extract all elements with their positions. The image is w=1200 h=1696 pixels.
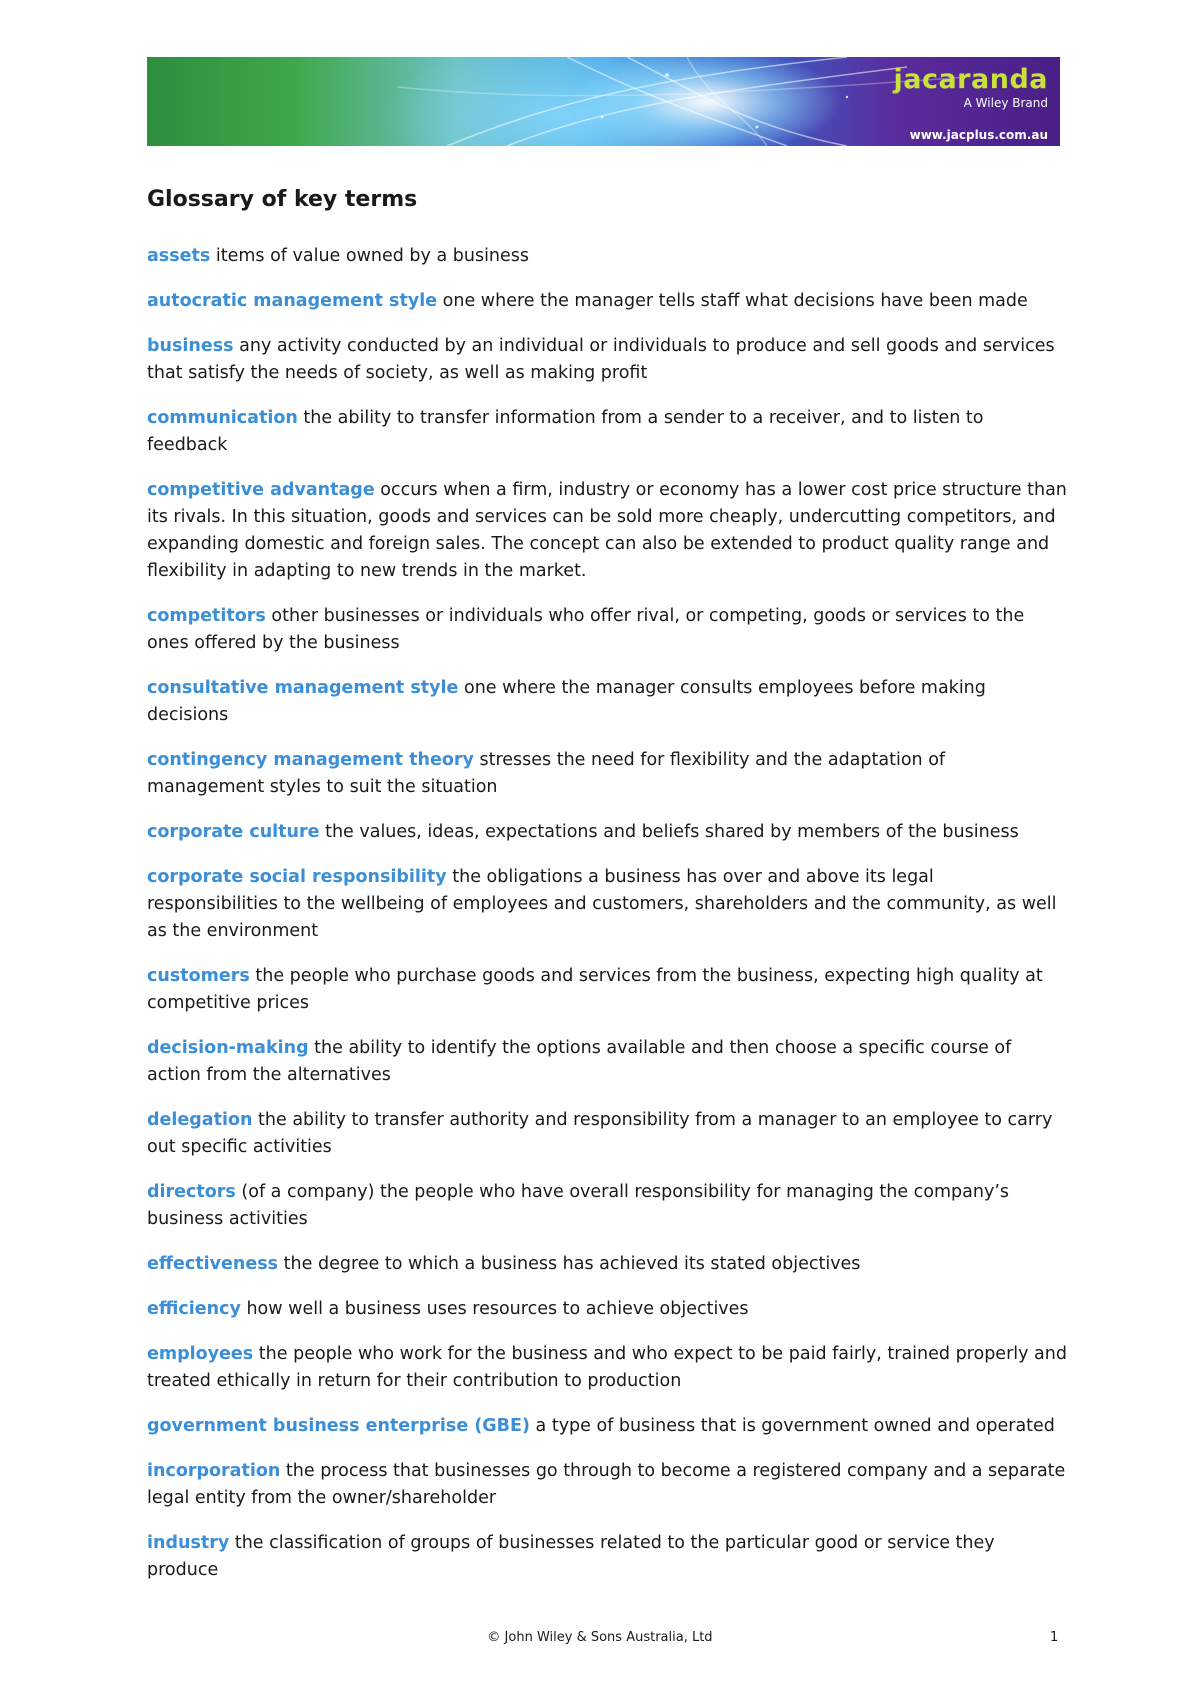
page-number: 1: [1050, 1630, 1059, 1645]
glossary-entry: [147, 1341, 1067, 1395]
glossary-definition: other businesses or individuals who offer rival, or competing, goods or services to the ones offered by the business: [147, 606, 1025, 653]
glossary-definition: occurs when a firm, industry or economy has a lower cost price structure than its rivals. In this situation, goods and services can be sold more cheaply, undercutting competitors, and expanding domestic and foreign sales. The concept can also be extended to product quality range and flexibility in adapting to new trends in the market.: [147, 480, 1067, 581]
glossary-definition: the process that businesses go through to become a registered company and a separate legal entity from the owner/shareholder: [147, 1461, 1066, 1508]
glossary-term: effectiveness: [147, 1254, 279, 1274]
glossary-term: government business enterprise (GBE): [147, 1416, 530, 1436]
glossary-term: autocratic management style: [147, 291, 438, 311]
glossary-term: communication: [147, 408, 298, 428]
glossary-entry: [147, 819, 1067, 846]
glossary-definition: the ability to transfer authority and responsibility from a manager to an employee to carry out specific activities: [147, 1110, 1053, 1157]
glossary-entry: [147, 1179, 1067, 1233]
glossary-definition: (of a company) the people who have overall responsibility for managing the company’s business activities: [147, 1182, 1010, 1229]
glossary-definition: any activity conducted by an individual or individuals to produce and sell goods and services that satisfy the needs of society, as well as making profit: [147, 336, 1055, 383]
glossary-entry: [147, 675, 1067, 729]
glossary-definition: the ability to identify the options available and then choose a specific course of action from the alternatives: [147, 1038, 1012, 1085]
glossary-entry: [147, 333, 1067, 387]
glossary-term: business: [147, 336, 234, 356]
glossary-definition: the ability to transfer information from a sender to a receiver, and to listen to feedback: [147, 408, 984, 455]
glossary-entry: [147, 864, 1067, 945]
glossary-definition: one where the manager tells staff what decisions have been made: [442, 291, 1028, 311]
glossary-term: employees: [147, 1344, 254, 1364]
glossary-term: corporate culture: [147, 822, 320, 842]
glossary-term: efficiency: [147, 1299, 241, 1319]
brand-block: [893, 65, 1048, 143]
glossary-definition: the classification of groups of businesses related to the particular good or service they produce: [147, 1533, 995, 1580]
glossary-definition: stresses the need for flexibility and the adaptation of management styles to suit the situation: [147, 750, 946, 797]
glossary-entry: [147, 1413, 1067, 1440]
glossary-entry: [147, 747, 1067, 801]
glossary-entry: [147, 1251, 1067, 1278]
glossary-term: incorporation: [147, 1461, 281, 1481]
glossary-entry: [147, 1107, 1067, 1161]
glossary-entry: [147, 405, 1067, 459]
glossary-entry: [147, 1530, 1067, 1584]
glossary-definition: the people who work for the business and who expect to be paid fairly, trained properly and treated ethically in return for their contribution to production: [147, 1344, 1067, 1391]
glossary-entry: [147, 1458, 1067, 1512]
glossary-entry: [147, 243, 1067, 270]
glossary-list: [147, 243, 1067, 1602]
glossary-term: industry: [147, 1533, 230, 1553]
glossary-definition: items of value owned by a business: [215, 246, 530, 266]
glossary-entry: [147, 1035, 1067, 1089]
glossary-definition: a type of business that is government owned and operated: [535, 1416, 1055, 1436]
glossary-term: consultative management style: [147, 678, 459, 698]
footer-copyright: © John Wiley & Sons Australia, Ltd: [487, 1630, 713, 1645]
glossary-entry: [147, 1296, 1067, 1323]
glossary-term: competitors: [147, 606, 266, 626]
glossary-term: competitive advantage: [147, 480, 375, 500]
glossary-term: decision-making: [147, 1038, 309, 1058]
glossary-definition: the degree to which a business has achieved its stated objectives: [283, 1254, 861, 1274]
glossary-term: contingency management theory: [147, 750, 474, 770]
glossary-term: assets: [147, 246, 211, 266]
brand-logo: jacaranda: [893, 64, 1048, 95]
glossary-term: corporate social responsibility: [147, 867, 447, 887]
glossary-entry: [147, 288, 1067, 315]
glossary-entry: [147, 963, 1067, 1017]
glossary-definition: the obligations a business has over and above its legal responsibilities to the wellbeing of employees and customers, shareholders and the community, as well as the environment: [147, 867, 1057, 941]
page-footer: [0, 1630, 1200, 1654]
glossary-definition: one where the manager consults employees before making decisions: [147, 678, 986, 725]
glossary-definition: the values, ideas, expectations and beliefs shared by members of the business: [325, 822, 1019, 842]
brand-url: www.jacplus.com.au: [909, 128, 1048, 142]
header-banner: [147, 57, 1060, 146]
glossary-term: directors: [147, 1182, 236, 1202]
glossary-entry: [147, 603, 1067, 657]
page-title: Glossary of key terms: [147, 187, 418, 212]
glossary-term: delegation: [147, 1110, 253, 1130]
glossary-definition: the people who purchase goods and services from the business, expecting high quality at competitive prices: [147, 966, 1043, 1013]
glossary-term: customers: [147, 966, 250, 986]
brand-tagline: A Wiley Brand: [963, 96, 1048, 110]
glossary-definition: how well a business uses resources to achieve objectives: [246, 1299, 749, 1319]
glossary-entry: [147, 477, 1067, 585]
